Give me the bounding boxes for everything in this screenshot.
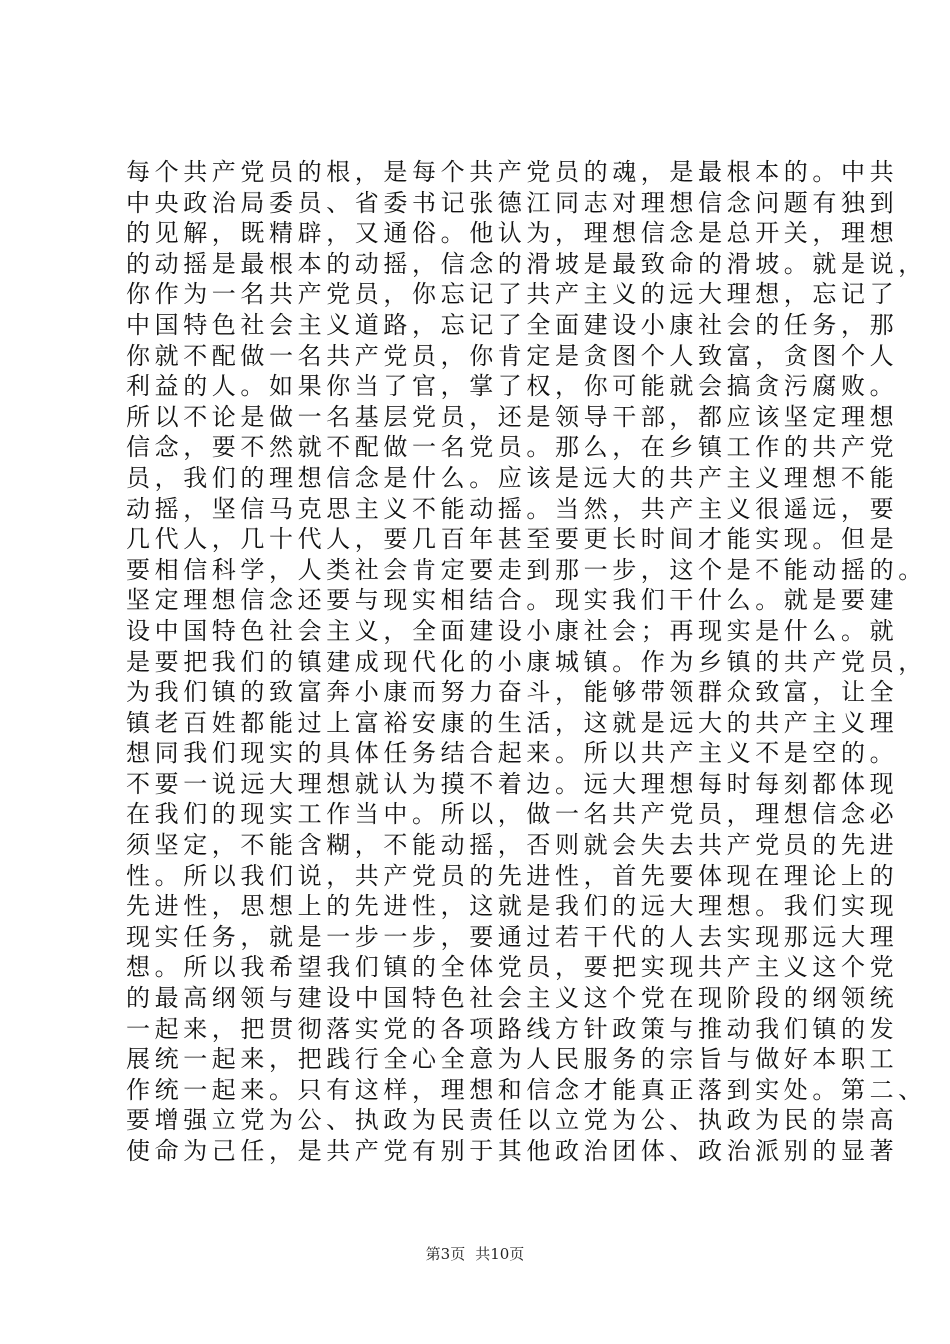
text-line: 须坚定，不能含糊，不能动摇，否则就会失去共产党员的先进 [126,831,899,860]
text-line: 镇老百姓都能过上富裕安康的生活，这就是远大的共产主义理 [126,708,899,737]
text-line: 作统一起来。只有这样，理想和信念才能真正落到实处。第二、 [126,1075,927,1104]
text-line: 的见解，既精辟，又通俗。他认为，理想信念是总开关，理想 [126,219,899,248]
text-line: 动摇，坚信马克思主义不能动摇。当然，共产主义很遥远，要 [126,494,899,523]
text-line: 要增强立党为公、执政为民责任以立党为公、执政为民的崇高 [126,1106,899,1135]
text-line: 为我们镇的致富奔小康而努力奋斗，能够带领群众致富，让全 [126,678,899,707]
text-line: 一起来，把贯彻落实党的各项路线方针政策与推动我们镇的发 [126,1014,899,1043]
text-line: 信念，要不然就不配做一名党员。那么，在乡镇工作的共产党 [126,433,899,462]
text-line: 的动摇是最根本的动摇，信念的滑坡是最致命的滑坡。就是说， [126,249,927,278]
text-line: 每个共产党员的根，是每个共产党员的魂，是最根本的。中共 [126,158,899,186]
text-line: 设中国特色社会主义，全面建设小康社会；再现实是什么。就 [126,616,899,645]
text-line: 利益的人。如果你当了官，掌了权，你可能就会搞贪污腐败。 [126,372,899,401]
text-line: 你作为一名共产党员，你忘记了共产主义的远大理想，忘记了 [126,280,899,309]
text-line: 在我们的现实工作当中。所以，做一名共产党员，理想信念必 [126,800,899,829]
text-line: 你就不配做一名共产党员，你肯定是贪图个人致富，贪图个人 [126,341,899,370]
text-line: 要相信科学，人类社会肯定要走到那一步，这个是不能动摇的。 [126,555,927,584]
text-line: 想同我们现实的具体任务结合起来。所以共产主义不是空的。 [126,739,899,768]
text-line: 坚定理想信念还要与现实相结合。现实我们干什么。就是要建 [126,586,899,615]
text-line: 中国特色社会主义道路，忘记了全面建设小康社会的任务，那 [126,310,899,339]
text-line: 先进性，思想上的先进性，这就是我们的远大理想。我们实现 [126,892,899,921]
text-line: 的最高纲领与建设中国特色社会主义这个党在现阶段的纲领统 [126,984,899,1013]
text-line: 性。所以我们说，共产党员的先进性，首先要体现在理论上的 [126,861,899,890]
text-line: 现实任务，就是一步一步，要通过若干代的人去实现那远大理 [126,922,899,951]
text-line: 所以不论是做一名基层党员，还是领导干部，都应该坚定理想 [126,402,899,431]
text-line: 使命为己任，是共产党有别于其他政治团体、政治派别的显著 [126,1137,899,1165]
body-text [126,157,927,1167]
text-line: 想。所以我希望我们镇的全体党员，要把实现共产主义这个党 [126,953,899,982]
text-line: 中央政治局委员、省委书记张德江同志对理想信念问题有独到 [126,188,899,217]
text-line: 几代人，几十代人，要几百年甚至要更长时间才能实现。但是 [126,525,899,554]
page-total: 共10页 [475,1245,525,1263]
text-line: 是要把我们的镇建成现代化的小康城镇。作为乡镇的共产党员， [126,647,927,676]
text-line: 员，我们的理想信念是什么。应该是远大的共产主义理想不能 [126,463,899,492]
page-footer [0,1244,950,1264]
page-number: 第3页 [425,1245,466,1263]
text-line: 展统一起来，把践行全心全意为人民服务的宗旨与做好本职工 [126,1045,899,1074]
text-line: 不要一说远大理想就认为摸不着边。远大理想每时每刻都体现 [126,769,899,798]
